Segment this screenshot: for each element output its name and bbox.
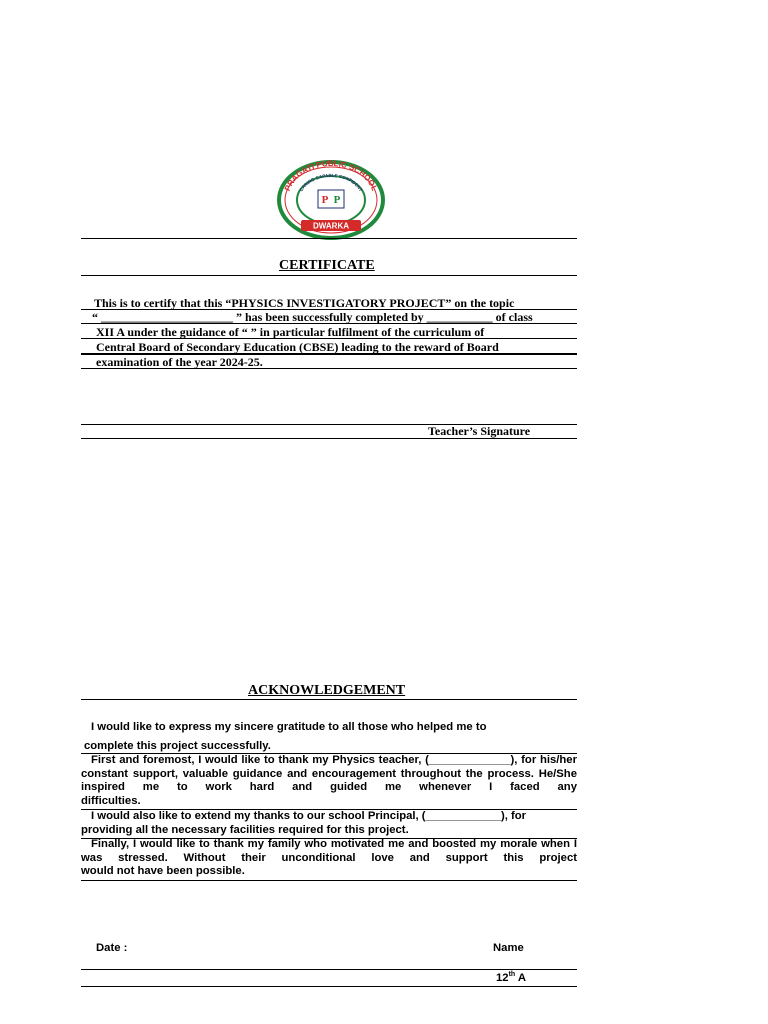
logo-monogram-right: P [333,194,341,206]
divider [81,986,577,987]
divider [81,880,577,881]
divider [81,275,577,276]
divider [81,238,577,239]
teacher-signature-label: Teacher’s Signature [428,424,531,438]
ack-intro-line: I would like to express my sincere gratitude to all those who helped me to [91,721,487,733]
date-label: Date : [96,942,128,954]
certificate-title: CERTIFICATE [279,258,375,273]
divider [81,438,577,439]
ack-paragraph-principal-end: providing all the necessary facilities required for this project. [81,824,409,836]
logo-bottom-text: DWARKA [313,221,349,231]
ack-paragraph-teacher-end: difficulties. [81,795,141,807]
logo-top-text: PRAGATI PUBLIC SCHOOL [282,160,380,193]
divider [81,699,577,700]
logo-monogram-left: P [321,194,329,206]
ack-paragraph-family-end: would not have been possible. [81,865,245,877]
ack-paragraph-teacher: First and foremost, I would like to thank my Physics teacher, (_____________), for his/her constant support, valuable guidance and encouragement throughout the process. He/She inspired me to work hard and guided me whenever I faced any [81,754,577,794]
certificate-line: examination of the year 2024-25. [96,355,263,369]
divider [81,338,577,339]
divider [81,969,577,970]
divider [81,323,577,324]
class-label [496,971,526,984]
class-number: 12 [496,971,509,984]
divider [81,368,577,369]
school-logo [276,160,386,240]
certificate-line: “ ______________________ ” has been successfully completed by ___________ of class [92,310,533,324]
name-label: Name [493,942,524,954]
certificate-line: Central Board of Secondary Education (CBSE) leading to the reward of Board [96,340,499,354]
certificate-line: XII A under the guidance of “ ” in particular fulfilment of the curriculum of [96,325,485,339]
ack-intro-line: complete this project successfully. [84,740,271,752]
ack-paragraph-principal: I would also like to extend my thanks to our school Principal, (____________), for [91,810,527,822]
class-section: A [515,971,527,984]
logo-ring-words: CARING CAPABLE CONFIDENT [298,172,364,193]
class-suffix: th [508,971,516,978]
certificate-line: This is to certify that this “PHYSICS INVESTIGATORY PROJECT” on the topic [94,296,515,310]
ack-paragraph-family: Finally, I would like to thank my family who motivated me and boosted my morale when I was stressed. Without their unconditional love and support this project [81,838,577,864]
acknowledgement-title: ACKNOWLEDGEMENT [248,683,406,698]
